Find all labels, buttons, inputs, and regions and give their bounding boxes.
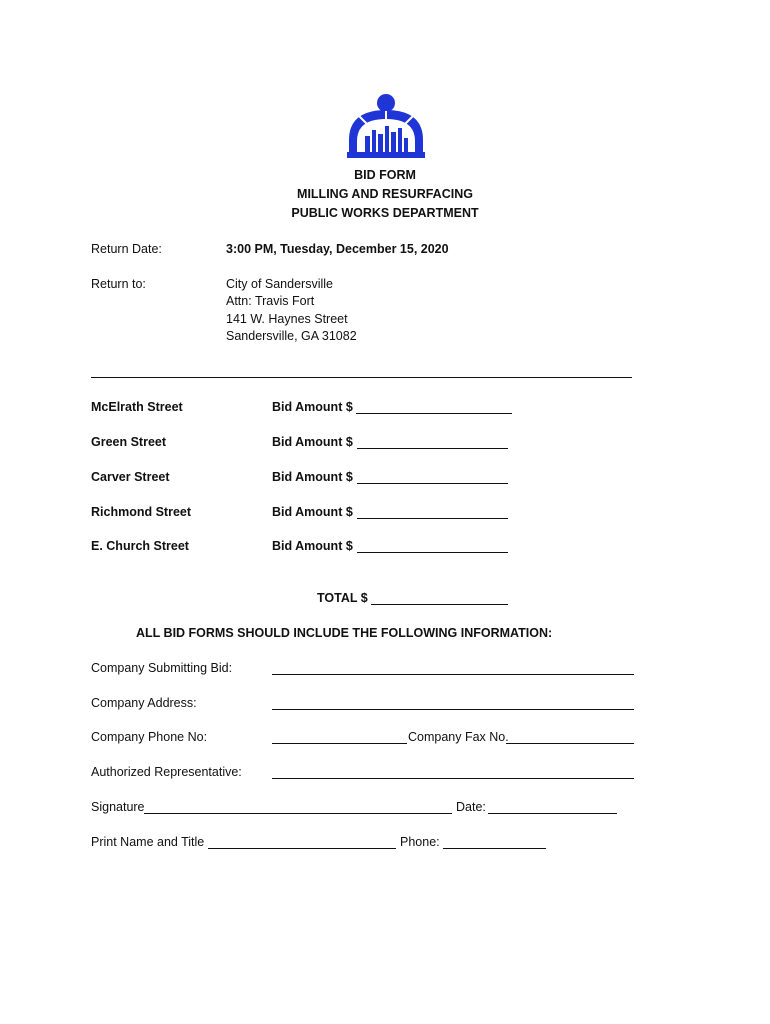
date-label: Date: [456,800,486,814]
return-date-value: 3:00 PM, Tuesday, December 15, 2020 [226,242,449,256]
return-date-label: Return Date: [91,242,162,256]
address-line: City of Sandersville [226,277,333,291]
city-seal-logo [345,92,427,164]
bid-amount-label: Bid Amount $ [272,400,353,414]
street-name: Richmond Street [91,505,192,519]
print-name-field[interactable] [208,848,396,849]
department-name: PUBLIC WORKS DEPARTMENT [291,206,479,220]
company-fax-field[interactable] [506,743,634,744]
address-line: Sandersville, GA 31082 [226,329,357,343]
total-field[interactable] [371,604,508,605]
info-notice: ALL BID FORMS SHOULD INCLUDE THE FOLLOWING INFORMATION: [136,626,553,640]
bid-amount-field[interactable] [357,483,508,484]
company-phone-label: Company Phone No: [91,730,208,744]
company-phone-field[interactable] [272,743,407,744]
return-to-label: Return to: [91,277,146,291]
company-fax-label: Company Fax No. [408,730,509,744]
bid-amount-field[interactable] [356,413,512,414]
phone-field[interactable] [443,848,546,849]
bid-amount-label: Bid Amount $ [272,435,353,449]
address-line: Attn: Travis Fort [226,294,315,308]
company-submitting-label: Company Submitting Bid: [91,661,233,675]
street-name: Green Street [91,435,167,449]
bid-amount-field[interactable] [357,552,508,553]
company-address-field[interactable] [272,709,634,710]
phone-label: Phone: [400,835,440,849]
form-title: BID FORM [354,168,416,182]
street-name: McElrath Street [91,400,183,414]
bid-amount-label: Bid Amount $ [272,539,353,553]
section-divider [91,377,632,378]
total-label: TOTAL $ [317,591,368,605]
company-submitting-field[interactable] [272,674,634,675]
address-line: 141 W. Haynes Street [226,312,348,326]
bid-amount-label: Bid Amount $ [272,505,353,519]
print-name-label: Print Name and Title [91,835,205,849]
bid-amount-field[interactable] [357,518,508,519]
date-field[interactable] [488,813,617,814]
bid-amount-label: Bid Amount $ [272,470,353,484]
signature-field[interactable] [144,813,452,814]
signature-label: Signature [91,800,145,814]
street-name: E. Church Street [91,539,189,553]
street-name: Carver Street [91,470,170,484]
bid-amount-field[interactable] [357,448,508,449]
form-subtitle: MILLING AND RESURFACING [297,187,473,201]
authorized-rep-label: Authorized Representative: [91,765,242,779]
company-address-label: Company Address: [91,696,197,710]
authorized-rep-field[interactable] [272,778,634,779]
